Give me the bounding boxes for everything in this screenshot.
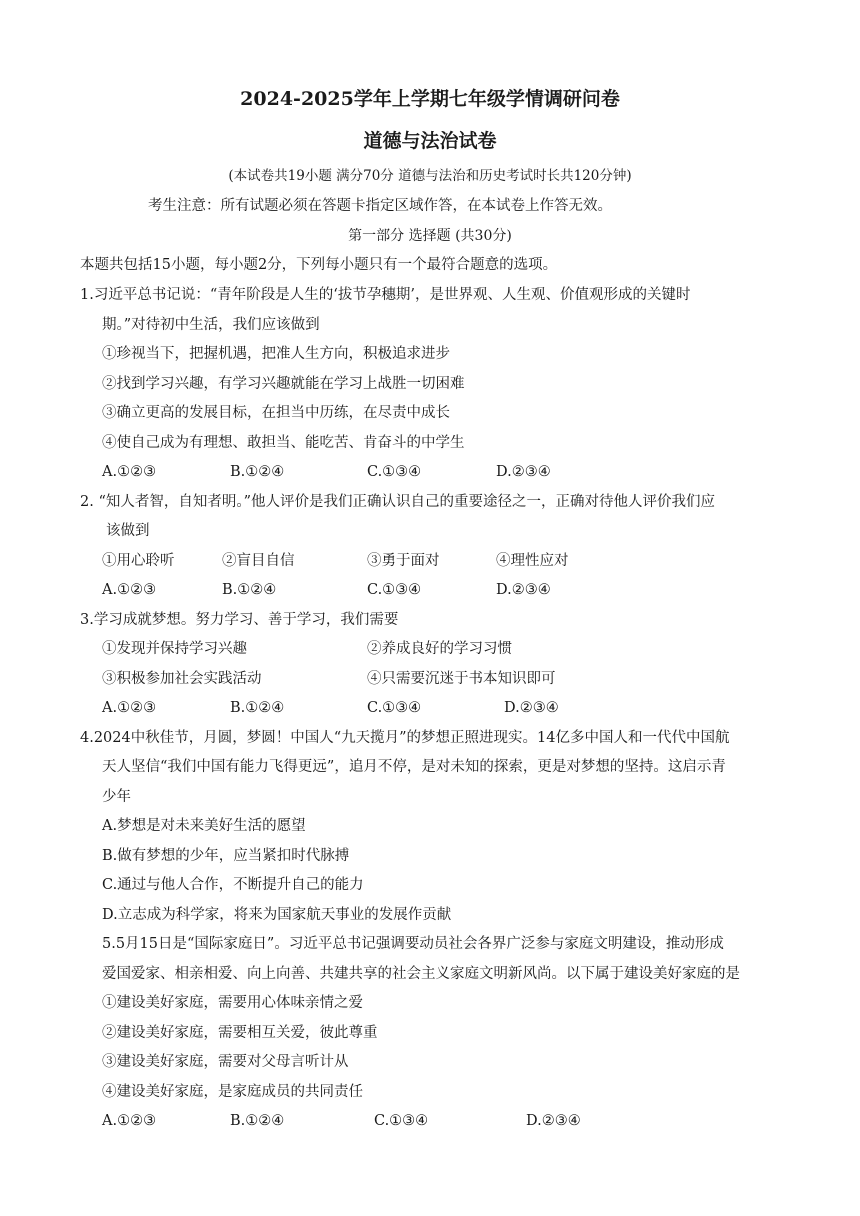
statement: ①珍视当下，把握机遇，把准人生方向，积极追求进步	[102, 346, 450, 362]
section-title: 第一部分 选择题 (共30分)	[348, 228, 512, 244]
question-stem-line: 2. “知人者智，自知者明。”他人评价是我们正确认识自己的重要途径之一，正确对待他人评价我们应	[80, 494, 716, 510]
exam-title: 2024-2025学年上学期七年级学情调研问卷	[240, 88, 620, 110]
statement: ③积极参加社会实践活动	[102, 671, 262, 687]
exam-notice: 考生注意：所有试题必须在答题卡指定区域作答，在本试卷上作答无效。	[148, 198, 612, 214]
option-a: A.①②③	[102, 464, 157, 480]
option-c: C.①③④	[367, 700, 422, 716]
statement: ④只需要沉迷于书本知识即可	[367, 671, 556, 687]
section-instruction: 本题共包括15小题，每小题2分，下列每小题只有一个最符合题意的选项。	[80, 257, 558, 273]
option-d: D.②③④	[496, 582, 551, 598]
statement: ④理性应对	[496, 553, 569, 569]
option-b: B.①②④	[230, 1113, 285, 1129]
statement: ③确立更高的发展目标，在担当中历练，在尽责中成长	[102, 405, 450, 421]
option-a: A.①②③	[102, 582, 157, 598]
exam-subtitle: 道德与法治试卷	[363, 130, 497, 152]
statement: ①发现并保持学习兴趣	[102, 641, 247, 657]
question-stem-line: 期。”对待初中生活，我们应该做到	[102, 317, 320, 333]
statement: ①建设美好家庭，需要用心体味亲情之爱	[102, 995, 363, 1011]
option-c: C.①③④	[374, 1113, 429, 1129]
option-d: D.②③④	[496, 464, 551, 480]
option-a: A.①②③	[102, 700, 157, 716]
question-stem-line: 1.习近平总书记说：“青年阶段是人生的‘拔节孕穗期’，是世界观、人生观、价值观形成的关键时	[80, 287, 691, 303]
option-b: B.①②④	[230, 464, 285, 480]
question-stem-line: 少年	[102, 789, 131, 805]
option-c: C.通过与他人合作，不断提升自己的能力	[102, 877, 364, 893]
option-d: D.②③④	[504, 700, 559, 716]
question-stem-line: 3.学习成就梦想。努力学习、善于学习，我们需要	[80, 612, 399, 628]
option-a: A.①②③	[102, 1113, 157, 1129]
question-stem-line: 5.5月15日是“国际家庭日”。习近平总书记强调要动员社会各界广泛参与家庭文明建设，推动形成	[102, 936, 724, 952]
statement: ①用心聆听	[102, 553, 175, 569]
option-b: B.①②④	[222, 582, 277, 598]
option-d: D.②③④	[526, 1113, 581, 1129]
exam-info: (本试卷共19小题 满分70分 道德与法治和历史考试时长共120分钟)	[228, 168, 632, 184]
question-stem-line: 该做到	[106, 523, 150, 539]
statement: ③建设美好家庭，需要对父母言听计从	[102, 1054, 349, 1070]
statement: ②建设美好家庭，需要相互关爱，彼此尊重	[102, 1025, 378, 1041]
option-a: A.梦想是对未来美好生活的愿望	[102, 818, 306, 834]
statement: ④建设美好家庭，是家庭成员的共同责任	[102, 1084, 363, 1100]
statement: ③勇于面对	[367, 553, 440, 569]
option-b: B.①②④	[230, 700, 285, 716]
question-stem-line: 天人坚信“我们中国有能力飞得更远”，追月不停，是对未知的探索，更是对梦想的坚持。这启示青	[102, 759, 726, 775]
statement: ②养成良好的学习习惯	[367, 641, 512, 657]
statement: ②找到学习兴趣，有学习兴趣就能在学习上战胜一切困难	[102, 376, 465, 392]
option-c: C.①③④	[367, 582, 422, 598]
statement: ②盲目自信	[222, 553, 295, 569]
question-stem-line: 4.2024中秋佳节，月圆，梦圆！中国人“九天揽月”的梦想正照进现实。14亿多中国人和一代代中国航	[80, 730, 730, 746]
option-d: D.立志成为科学家，将来为国家航天事业的发展作贡献	[102, 907, 452, 923]
question-stem-line: 爱国爱家、相亲相爱、向上向善、共建共享的社会主义家庭文明新风尚。以下属于建设美好家庭的是	[102, 966, 740, 982]
statement: ④使自己成为有理想、敢担当、能吃苦、肯奋斗的中学生	[102, 435, 465, 451]
option-c: C.①③④	[367, 464, 422, 480]
option-b: B.做有梦想的少年，应当紧扣时代脉搏	[102, 848, 350, 864]
